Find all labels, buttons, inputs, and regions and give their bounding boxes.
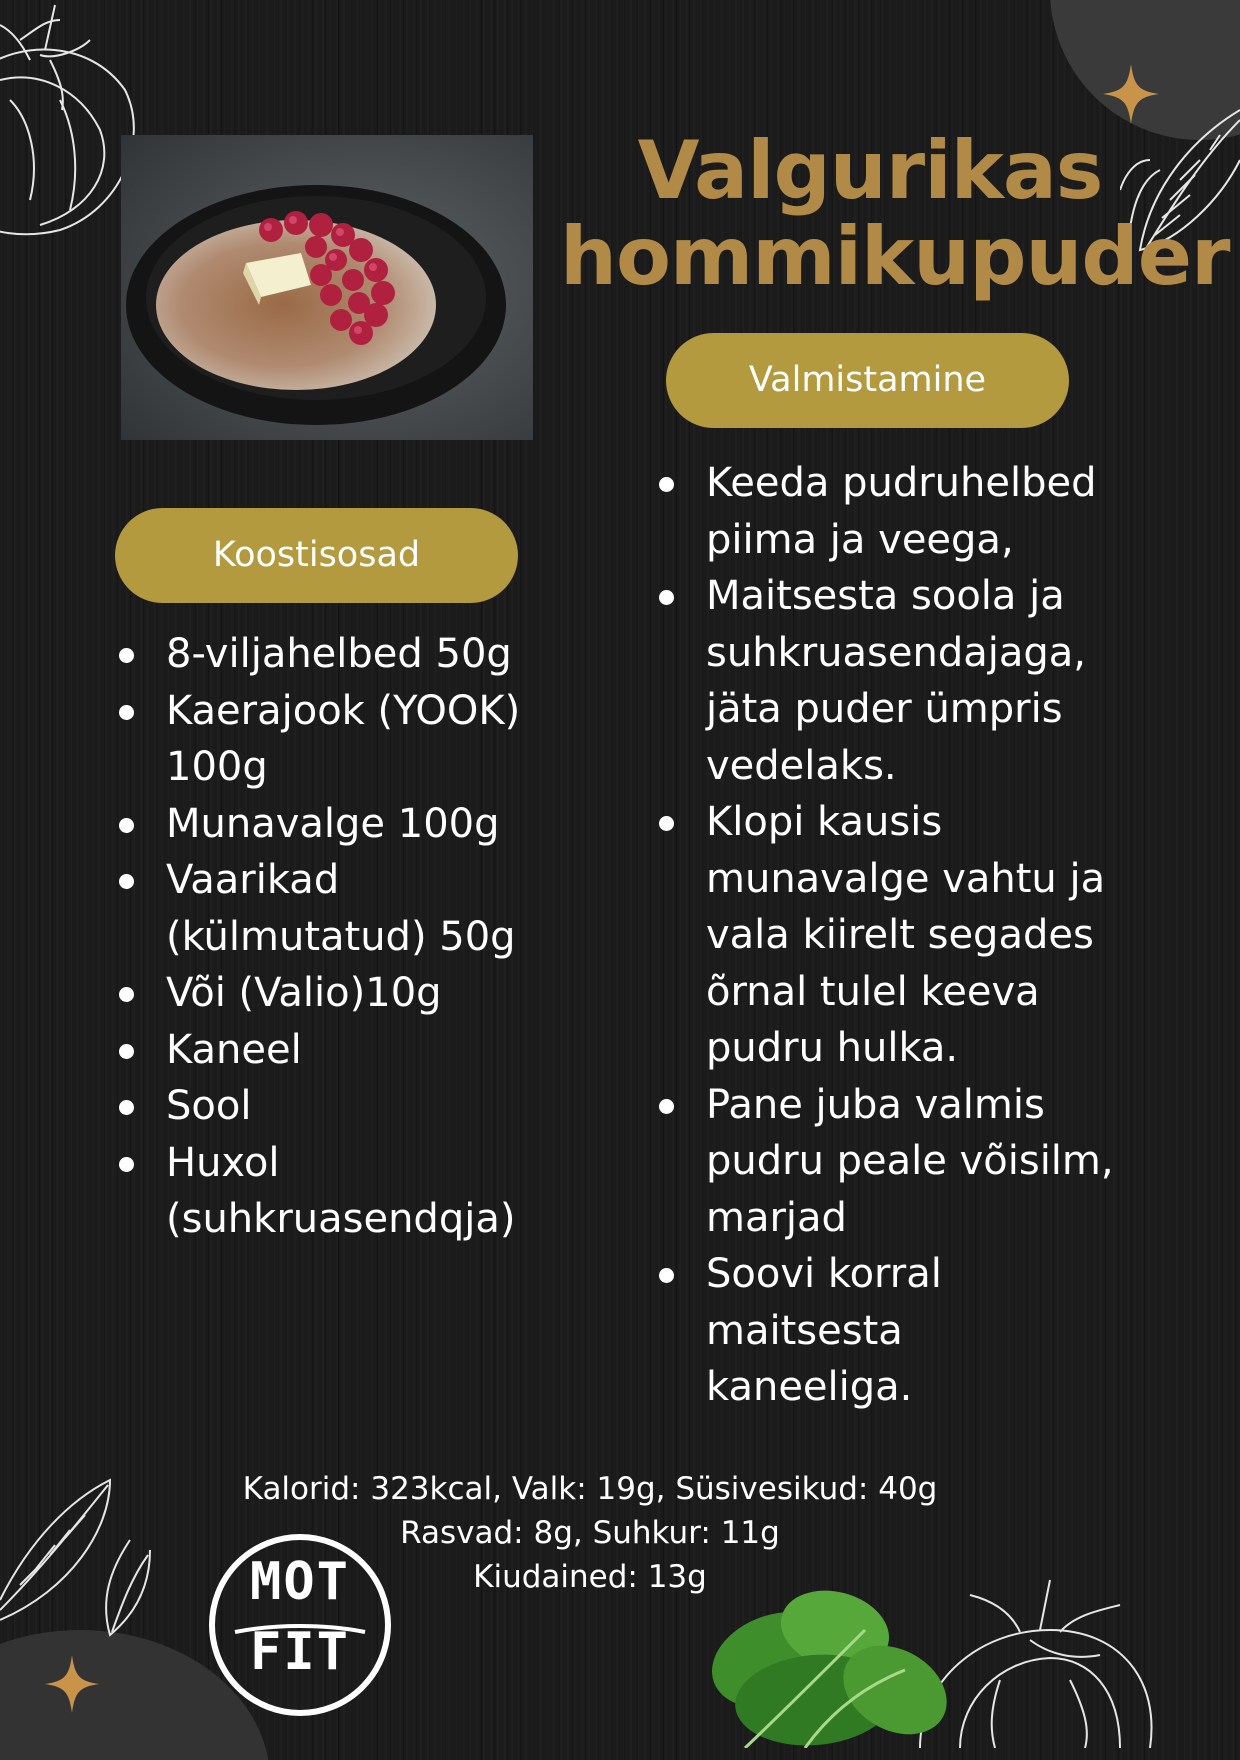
ingredients-heading: Koostisosad bbox=[115, 508, 518, 603]
list-item-line: piima ja veega, bbox=[706, 516, 1014, 563]
list-item-line: (külmutatud) 50g bbox=[166, 913, 516, 960]
logo-text-mot: MOT bbox=[250, 1552, 350, 1612]
list-item-line: Vaarikad bbox=[166, 857, 340, 903]
nutrition-line: Rasvad: 8g, Suhkur: 11g bbox=[400, 1515, 780, 1551]
list-item bbox=[116, 1022, 556, 1079]
list-item-line: Kaneel bbox=[166, 1026, 302, 1073]
list-item-line: Kaerajook (YOOK) bbox=[166, 687, 521, 734]
porridge-bowl-icon bbox=[121, 135, 533, 440]
leaf-sketch-icon bbox=[0, 1460, 160, 1640]
list-item-line: pudru hulka. bbox=[706, 1025, 959, 1071]
list-item bbox=[656, 794, 1166, 1077]
list-item-line: Soovi korral bbox=[706, 1251, 942, 1297]
list-item-line: maitsesta bbox=[706, 1307, 903, 1354]
preparation-heading: Valmistamine bbox=[666, 333, 1069, 428]
sparkle-icon bbox=[1103, 64, 1159, 124]
list-item bbox=[116, 1135, 556, 1248]
preparation-list bbox=[656, 455, 1166, 1416]
list-item-line: Keeda pudruhelbed bbox=[706, 460, 1097, 506]
list-item bbox=[116, 852, 556, 965]
list-item-line: munavalge vahtu ja bbox=[706, 855, 1106, 902]
list-item-line: Klopi kausis bbox=[706, 799, 943, 845]
list-item-line: marjad bbox=[706, 1194, 847, 1241]
list-item bbox=[656, 1246, 1166, 1416]
list-item-line: suhkruasendajaga, bbox=[706, 629, 1086, 676]
list-item-line: Maitsesta soola ja bbox=[706, 573, 1065, 619]
list-item-line: 8-viljahelbed 50g bbox=[166, 631, 512, 677]
list-item bbox=[116, 683, 556, 796]
list-item-line: Huxol bbox=[166, 1139, 280, 1186]
list-item-line: Sool bbox=[166, 1083, 252, 1129]
list-item-line: 100g bbox=[166, 744, 268, 790]
list-item-line: vedelaks. bbox=[706, 742, 897, 789]
list-item bbox=[656, 1077, 1166, 1247]
nutrition-line: Kiudained: 13g bbox=[473, 1559, 707, 1595]
list-item-line: jäta puder ümpris bbox=[706, 686, 1063, 732]
list-item-line: kaneeliga. bbox=[706, 1364, 913, 1410]
list-item bbox=[116, 796, 556, 853]
title-line-2: hommikupuder bbox=[560, 210, 1230, 303]
list-item bbox=[656, 455, 1166, 568]
list-item bbox=[116, 626, 556, 683]
title-line-1: Valgurikas bbox=[637, 124, 1103, 217]
list-item-line: vala kiirelt segades bbox=[706, 912, 1094, 958]
list-item bbox=[656, 568, 1166, 794]
nutrition-line: Kalorid: 323kcal, Valk: 19g, Süsivesikud: 40g bbox=[242, 1471, 938, 1507]
list-item-line: pudru peale võisilm, bbox=[706, 1138, 1114, 1184]
logo-text-fit: FIT bbox=[250, 1622, 350, 1682]
list-item-line: Munavalge 100g bbox=[166, 800, 500, 847]
motfit-logo bbox=[205, 1530, 395, 1720]
recipe-title bbox=[560, 124, 1230, 303]
porridge-photo bbox=[121, 135, 533, 440]
list-item-line: (suhkruasendqja) bbox=[166, 1196, 516, 1242]
list-item-line: õrnal tulel keeva bbox=[706, 968, 1040, 1015]
list-item-line: Pane juba valmis bbox=[706, 1081, 1045, 1128]
sparkle-icon bbox=[45, 1655, 99, 1713]
ingredients-list bbox=[116, 626, 556, 1248]
list-item bbox=[116, 965, 556, 1022]
list-item-line: Või (Valio)10g bbox=[166, 970, 442, 1016]
list-item bbox=[116, 1078, 556, 1135]
